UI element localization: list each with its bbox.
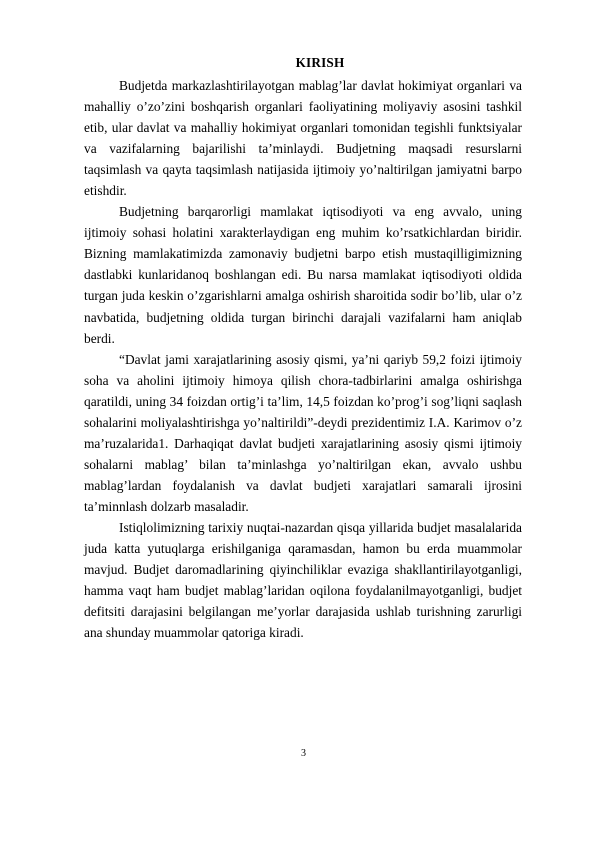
page-number: 3: [301, 748, 306, 759]
paragraph-2: Budjetning barqarorligi mamlakat iqtisodiyoti va eng avvalo, uning ijtimoiy sohasi holatini xarakterlaydigan eng muhim ko’rsatkichlardan biridir. Bizning mamlakatimizda zamonaviy budjetni barpo etish mustaqilligimizning dastlabki kunlaridanoq boshlangan edi. Bu narsa mamlakat iqtisodiyoti oldida turgan juda keskin o’zgarishlarni amalga oshirish sharoitida sodir bo’lib, ular o’z navbatida, budjetning oldida turgan birinchi darajali vazifalarni ham aniqlab berdi.: [84, 204, 522, 346]
body-text: [84, 75, 522, 643]
paragraph-3: “Davlat jami xarajatlarining asosiy qismi, ya’ni qariyb 59,2 foizi ijtimoiy soha va aholini ijtimoiy himoya qilish chora-tadbirlarini amalga oshirishga qaratildi, uning 34 foizdan ortig’i ta’lim, 14,5 foizdan ko’prog’i sog’liqni saqlash sohalarini moliyalashtirishga yo’naltirildi”-deydi prezidentimiz I.A. Karimov o’z ma’ruzalarida1. Darhaqiqat davlat budjeti xarajatlarining asosiy qismi ijtimoiy sohalarni mablag’ bilan ta’minlashga yo’naltirilgan ekan, avvalo ushbu mablag’lardan foydalanish va davlat budjeti xarajatlari samarali ijrosini ta’minnlash dolzarb masaladir.: [84, 351, 522, 514]
section-title: KIRISH: [295, 55, 345, 70]
paragraph-4: Istiqlolimizning tarixiy nuqtai-nazardan qisqa yillarida budjet masalalarida juda katta yutuqlarga erishilganiga qaramasdan, hamon bu erda muammolar mavjud. Budjet daromadlarining qiyinchiliklar evaziga shakllantirilayotganligi, hamma vaqt ham budjet mablag’laridan oqilona foydalanilmayotganligi, budjet defitsiti darajasini belgilangan me’yorlar darajasida ushlab turishning zarurligi ana shunday muammolar qatoriga kiradi.: [84, 519, 522, 641]
paragraph-1: Budjetda markazlashtirilayotgan mablag’lar davlat hokimiyat organlari va mahalliy o’zo’zini boshqarish organlari faoliyatining moliyaviy asosini tashkil etib, ular davlat va mahalliy hokimiyat organlari tomonidan tegishli funktsiyalar va vazifalarning bajarilishi ta’minlaydi. Budjetning maqsadi resurslarni taqsimlash va qayta taqsimlash natijasida ijtimoiy yo’naltirilgan jamiyatni barpo etishdir.: [84, 78, 522, 199]
